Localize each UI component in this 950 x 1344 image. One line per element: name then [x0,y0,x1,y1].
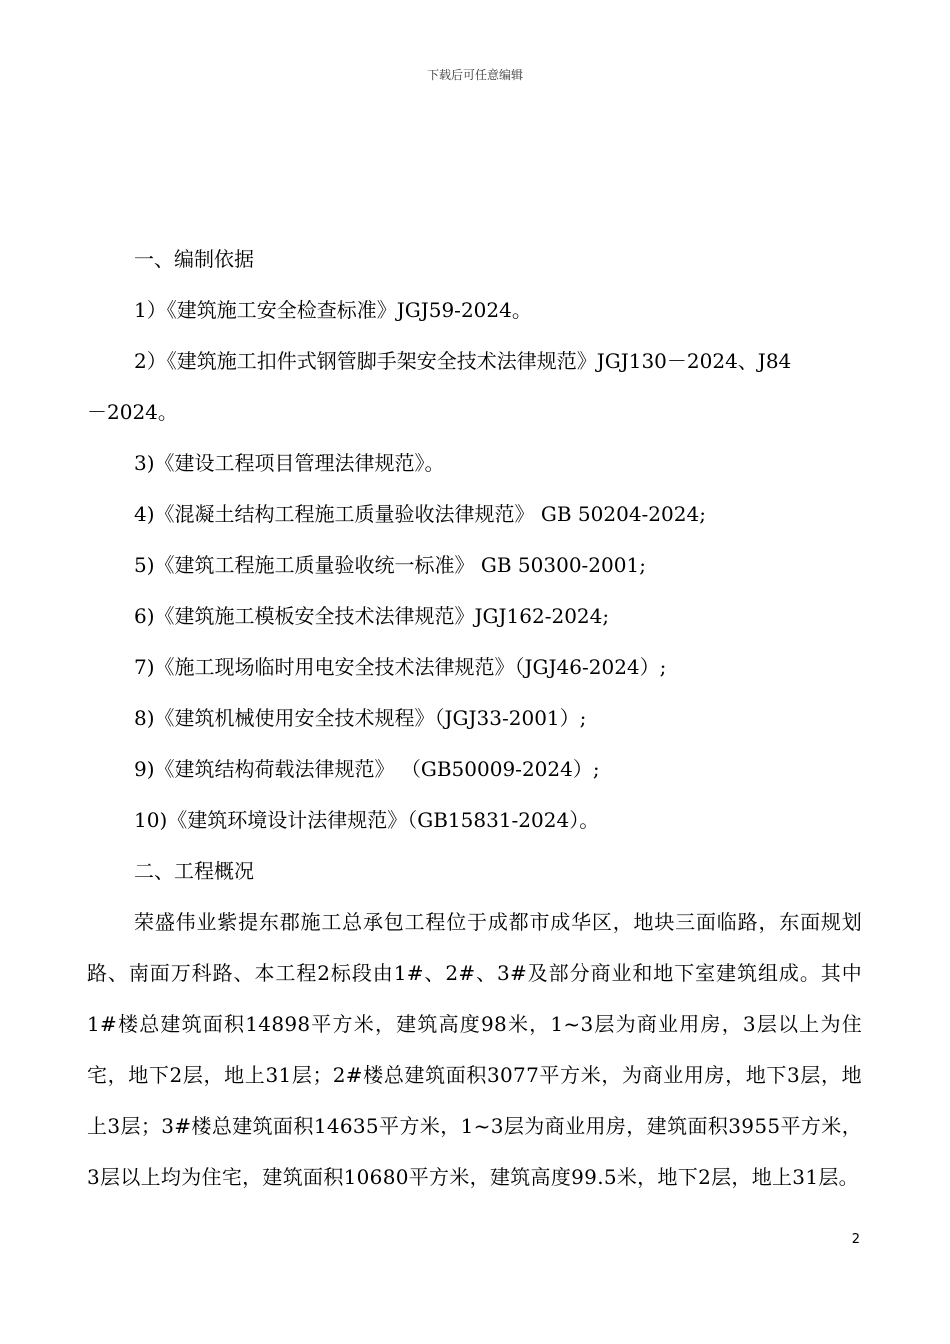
reference-item-1: 1）《建筑施工安全检查标准》JGJ59-2024。 [134,298,532,322]
page-header-note: 下载后可任意编辑 [426,68,523,82]
reference-item-5: 5)《建筑工程施工质量验收统一标准》 GB 50300-2001; [134,553,646,577]
reference-item-2: 2）《建筑施工扣件式钢管脚手架安全技术法律规范》JGJ130－2024、J84 [134,349,792,373]
reference-item-9: 9)《建筑结构荷载法律规范》 （GB50009-2024）; [134,757,600,781]
section-heading-basis: 一、编制依据 [134,247,254,271]
reference-item-10: 10)《建筑环境设计法律规范》（GB15831-2024）。 [134,808,600,832]
reference-item-6: 6)《建筑施工模板安全技术法律规范》JGJ162-2024; [134,604,610,628]
reference-item-8: 8)《建筑机械使用安全技术规程》（JGJ33-2001）; [134,706,587,730]
reference-item-4: 4)《混凝土结构工程施工质量验收法律规范》 GB 50204-2024; [134,502,706,526]
section-heading-overview: 二、工程概况 [134,859,254,883]
reference-item-2-continued: －2024。 [87,400,178,424]
document-body [87,234,862,1203]
reference-item-7: 7)《施工现场临时用电安全技术法律规范》（JGJ46-2024）; [134,655,667,679]
project-overview-paragraph: 荣盛伟业紫提东郡施工总承包工程位于成都市成华区，地块三面临路，东面规划路、南面万科路、本工程2标段由1#、2#、3#及部分商业和地下室建筑组成。其中1#楼总建筑面积14898平方米，建筑高度98米，1~3层为商业用房，3层以上为住宅，地下2层，地上31层；2#楼总建筑面积3077平方米，为商业用房，地下3层，地上3层；3#楼总建筑面积14635平方米，1~3层为商业用房，建筑面积3955平方米，3层以上均为住宅，建筑面积10680平方米，建筑高度99.5米，地下2层，地上31层。 [87,910,862,1189]
page-number: 2 [851,1232,860,1247]
reference-item-3: 3)《建设工程项目管理法律规范》。 [134,451,445,475]
